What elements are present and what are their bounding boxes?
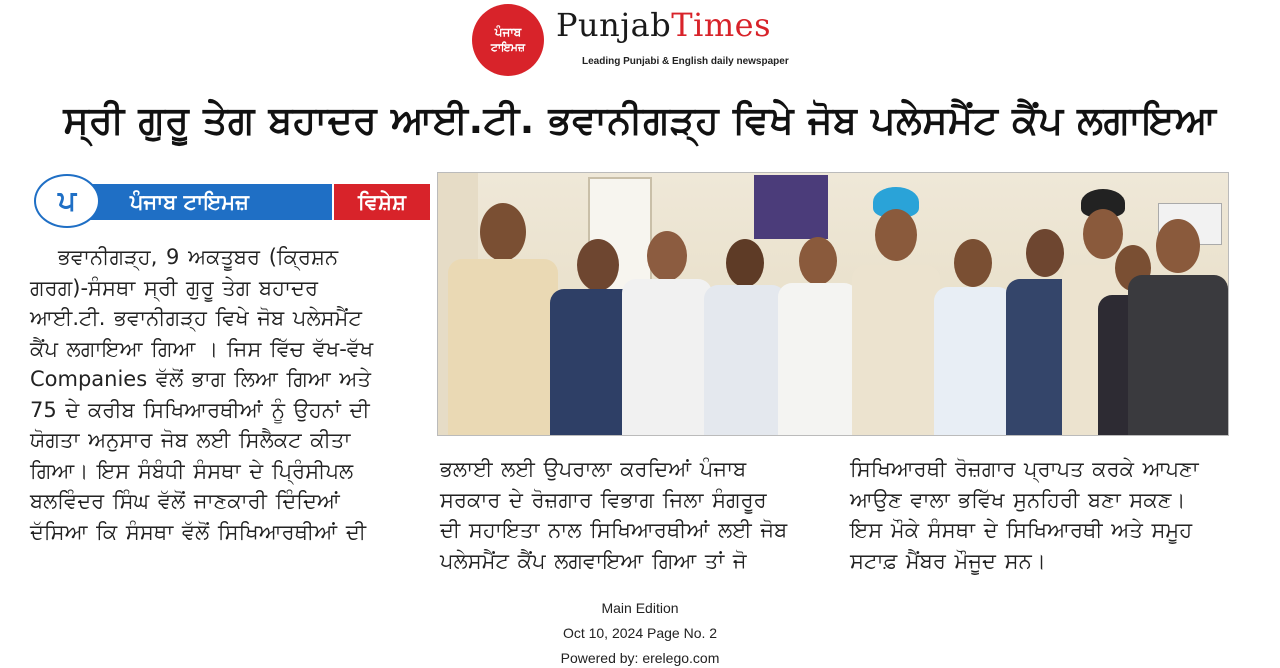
punjab-times-logo-icon bbox=[472, 4, 544, 76]
masthead bbox=[470, 0, 830, 78]
group-photo bbox=[437, 172, 1229, 436]
photo-person bbox=[1128, 219, 1228, 435]
article-line: ਗਿਆ। ਇਸ ਸੰਬੰਧੀ ਸੰਸਥਾ ਦੇ ਪ੍ਰਿੰਸੀਪਲ bbox=[30, 458, 354, 483]
article-line: ਇਸ ਮੌਕੇ ਸੰਸਥਾ ਦੇ ਸਿਖਿਆਰਥੀ ਅਤੇ ਸਮੂਹ bbox=[850, 518, 1193, 542]
logo-line-2: ਟਾਇਮਜ਼ bbox=[490, 41, 526, 54]
masthead-title-times: Times bbox=[671, 6, 772, 44]
logo-line-1: ਪੰਜਾਬ bbox=[494, 25, 522, 39]
powered-by-label: Powered by: erelego.com bbox=[560, 650, 720, 666]
article-headline: ਸ੍ਰੀ ਗੁਰੂ ਤੇਗ ਬਹਾਦਰ ਆਈ.ਟੀ. ਭਵਾਨੀਗੜ੍ਹ ਵਿਖੇ ਜੋਬ ਪਲੇਸਮੈਂਟ ਕੈਂਪ ਲਗਾਇਆ bbox=[63, 98, 1217, 142]
banner-special-tag: ਵਿਸ਼ੇਸ਼ bbox=[334, 184, 430, 220]
masthead-title bbox=[556, 6, 771, 44]
article-line: ਸਰਕਾਰ ਦੇ ਰੋਜ਼ਗਾਰ ਵਿਭਾਗ ਜਿਲਾ ਸੰਗਰੂਰ bbox=[440, 487, 767, 512]
article-line: ਭਲਾਈ ਲਈ ਉਪਰਾਲਾ ਕਰਦਿਆਂ ਪੰਜਾਬ bbox=[440, 457, 747, 481]
article-line: ਦੀ ਸਹਾਇਤਾ ਨਾਲ ਸਿਖਿਆਰਥੀਆਂ ਲਈ ਜੋਬ bbox=[440, 518, 788, 542]
article-line: ਕੈਂਪ ਲਗਾਇਆ ਗਿਆ । ਜਿਸ ਵਿੱਚ ਵੱਖ-ਵੱਖ bbox=[30, 336, 374, 361]
masthead-title-punjab: Punjab bbox=[556, 6, 672, 44]
section-banner bbox=[34, 178, 406, 224]
article-line: ਆਉਣ ਵਾਲਾ ਭਵਿੱਖ ਸੁਨਹਿਰੀ ਬਣਾ ਸਕਣ। bbox=[850, 487, 1186, 512]
article-line: ਸਟਾਫ਼ ਮੈਂਬਰ ਮੌਜੂਦ ਸਨ। bbox=[850, 548, 1046, 573]
photo-person bbox=[448, 203, 558, 435]
edition-label: Main Edition bbox=[601, 600, 679, 616]
article-line: ਸਿਖਿਆਰਥੀ ਰੋਜ਼ਗਾਰ ਪ੍ਰਾਪਤ ਕਰਕੇ ਆਪਣਾ bbox=[850, 457, 1199, 481]
article-column-3 bbox=[850, 454, 1230, 576]
article-line: 75 ਦੇ ਕਰੀਬ ਸਿਖਿਆਰਥੀਆਂ ਨੂੰ ਉਹਨਾਂ ਦੀ bbox=[30, 397, 370, 422]
photo-person bbox=[852, 187, 940, 435]
photo-person bbox=[934, 219, 1012, 435]
article-line: ਬਲਵਿੰਦਰ ਸਿੰਘ ਵੱਲੋਂ ਜਾਣਕਾਰੀ ਦਿੰਦਿਆਂ bbox=[30, 489, 340, 513]
photo-person bbox=[704, 209, 786, 435]
photo-person bbox=[778, 207, 858, 435]
article-line: ਦੱਸਿਆ ਕਿ ਸੰਸਥਾ ਵੱਲੋਂ ਸਿਖਿਆਰਥੀਆਂ ਦੀ bbox=[30, 519, 367, 544]
article-column-2 bbox=[440, 454, 816, 576]
masthead-tagline: Leading Punjabi & English daily newspaper bbox=[582, 56, 789, 67]
article-line: ਭਵਾਨੀਗੜ੍ਹ, 9 ਅਕਤੂਬਰ (ਕ੍ਰਿਸ਼ਨ bbox=[58, 245, 339, 269]
article-line: ਆਈ.ਟੀ. ਭਵਾਨੀਗੜ੍ਹ ਵਿਖੇ ਜੋਬ ਪਲੇਸਮੈਂਟ bbox=[30, 306, 362, 330]
banner-logo-icon: ਪ bbox=[34, 174, 100, 228]
date-page-label: Oct 10, 2024 Page No. 2 bbox=[562, 625, 718, 641]
article-line: Companies ਵੱਲੋਂ ਭਾਗ ਲਿਆ ਗਿਆ ਅਤੇ bbox=[30, 367, 371, 391]
article-line: ਯੋਗਤਾ ਅਨੁਸਾਰ ਜੋਬ ਲਈ ਸਿਲੈਕਟ ਕੀਤਾ bbox=[30, 428, 351, 452]
article-column-1 bbox=[30, 242, 404, 547]
article-line: ਗਰਗ)-ਸੰਸਥਾ ਸ੍ਰੀ ਗੁਰੂ ਤੇਗ ਬਹਾਦਰ bbox=[30, 275, 318, 300]
photo-person bbox=[622, 203, 712, 435]
banner-label: ਪੰਜਾਬ ਟਾਇਮਜ਼ bbox=[70, 184, 332, 220]
article-line: ਪਲੇਸਮੈਂਟ ਕੈਂਪ ਲਗਵਾਇਆ ਗਿਆ ਤਾਂ ਜੋ bbox=[440, 548, 747, 573]
